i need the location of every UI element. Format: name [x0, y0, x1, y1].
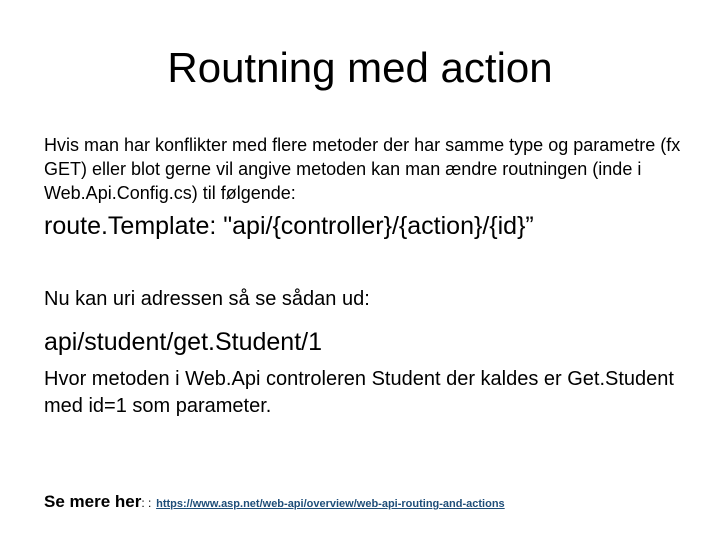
intro-paragraph: Hvis man har konflikter med flere metoder der har samme type og parametre (fx GET) eller blot gerne vil angive metoden kan man ændre routningen (inde i Web.Api.Config.cs) til følgende:	[44, 135, 681, 203]
see-more-link[interactable]: https://www.asp.net/web-api/overview/web-api-routing-and-actions	[156, 498, 505, 510]
example-uri-line: api/student/get.Student/1	[44, 328, 322, 356]
uri-intro-line: Nu kan uri adressen så se sådan ud:	[44, 288, 370, 310]
slide-title: Routning med action	[167, 44, 553, 91]
route-template-line: route.Template: "api/{controller}/{action}/{id}”	[44, 212, 534, 240]
see-more-label: Se mere her	[44, 492, 142, 511]
explanation-paragraph: Hvor metoden i Web.Api controleren Student der kaldes er Get.Student med id=1 som parameter.	[44, 368, 674, 417]
see-more-line	[44, 490, 694, 516]
see-more-separator: : :	[141, 496, 152, 510]
